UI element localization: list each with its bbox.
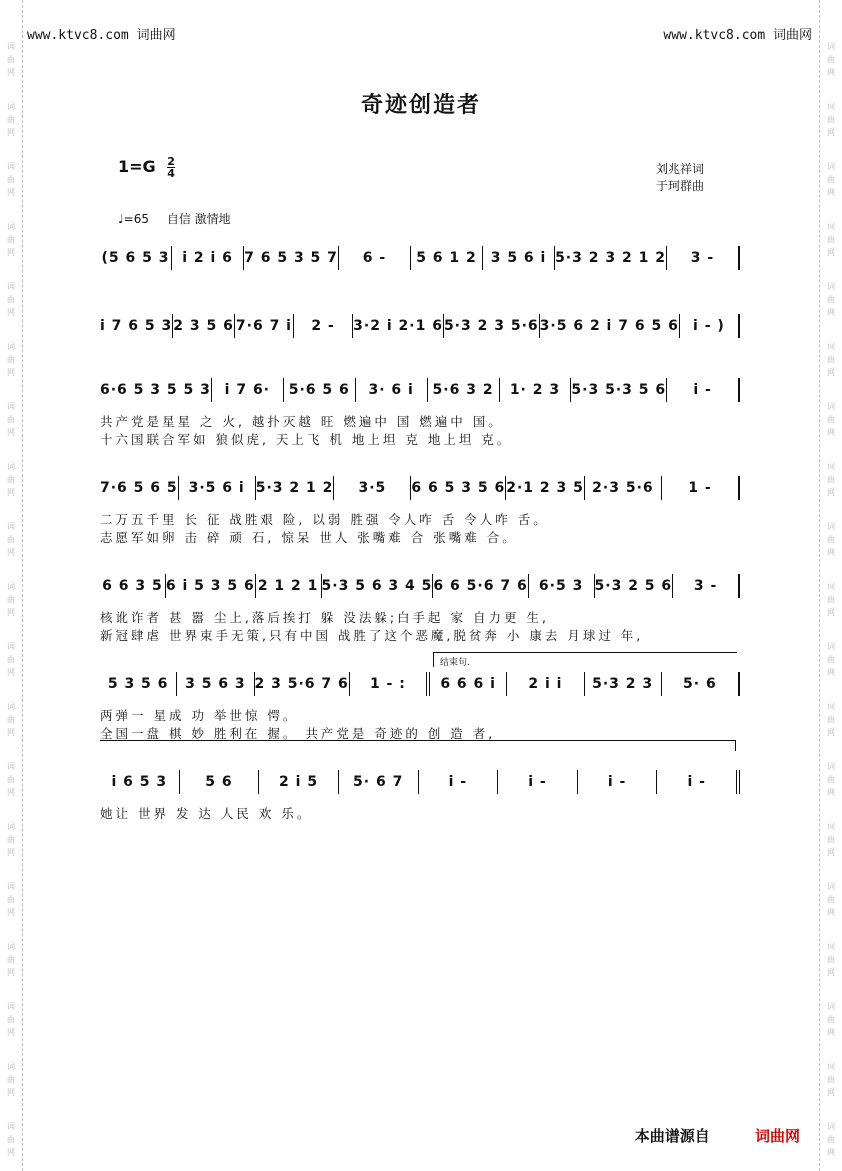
watermark-char: 网 xyxy=(7,368,15,377)
notation-line xyxy=(100,672,740,696)
watermark-char: 网 xyxy=(7,68,15,77)
watermark-char: 网 xyxy=(827,908,835,917)
watermark-char: 曲 xyxy=(7,715,15,724)
watermark-char: 词 xyxy=(827,282,835,291)
watermark-char: 曲 xyxy=(827,295,835,304)
watermark-char: 曲 xyxy=(827,175,835,184)
measure: 6 6 5·6 7 6 xyxy=(433,574,528,598)
watermark-char: 曲 xyxy=(827,595,835,604)
lyric-line: 十六国联合军如 狼似虎, 天上飞 机 地上坦 克 地上坦 克。 xyxy=(100,432,513,447)
watermark-char: 曲 xyxy=(827,1135,835,1144)
footer xyxy=(635,1125,800,1146)
watermark-char: 词 xyxy=(7,1122,15,1131)
watermark-char: 曲 xyxy=(7,1135,15,1144)
watermark-char: 曲 xyxy=(827,955,835,964)
watermark-char: 曲 xyxy=(7,115,15,124)
watermark-char: 词 xyxy=(827,1002,835,1011)
left-watermark-strip xyxy=(0,0,23,1171)
watermark-char: 词 xyxy=(827,102,835,111)
lyric-line: 志愿军如卵 击 碎 顽 石, 惊呆 世人 张嘴难 合 张嘴难 合。 xyxy=(100,530,518,545)
watermark-char: 词 xyxy=(827,882,835,891)
measure: 3·5 6 2 i 7 6 5 6 xyxy=(540,314,680,338)
measure: 5·3 2 1 2 xyxy=(256,476,335,500)
measure: 2·1 2 3 5 xyxy=(506,476,585,500)
measure: 2 3 5 6 xyxy=(173,314,235,338)
watermark-char: 网 xyxy=(7,728,15,737)
key-signature xyxy=(118,156,175,179)
watermark-char: 曲 xyxy=(827,1075,835,1084)
watermark-char: 网 xyxy=(7,128,15,137)
watermark-char: 网 xyxy=(7,548,15,557)
measure: 7·6 5 6 5 xyxy=(100,476,179,500)
watermark-char: 词 xyxy=(7,162,15,171)
measure: 6 i 5 3 5 6 xyxy=(166,574,256,598)
mood-marking: 自信 激情地 xyxy=(166,212,231,226)
song-title: 奇迹创造者 xyxy=(360,93,481,118)
measure: 6·5 3 xyxy=(529,574,595,598)
watermark-char: 曲 xyxy=(7,55,15,64)
watermark-char: 曲 xyxy=(827,355,835,364)
watermark-char: 网 xyxy=(827,968,835,977)
measure: 5· 6 7 xyxy=(339,770,419,794)
watermark-char: 词 xyxy=(7,582,15,591)
measure: 2 1 2 1 xyxy=(256,574,322,598)
watermark-char: 网 xyxy=(827,1028,835,1037)
measure: 5 6 1 2 xyxy=(411,246,483,270)
measure: 5·3 5·3 5 6 xyxy=(571,378,667,402)
watermark-char: 词 xyxy=(827,642,835,651)
watermark-char: 词 xyxy=(827,582,835,591)
watermark-char: 词 xyxy=(827,1062,835,1071)
meter-top: 2 xyxy=(167,155,175,168)
measure: 2 i i xyxy=(507,672,584,696)
watermark-char: 网 xyxy=(827,188,835,197)
watermark-char: 词 xyxy=(827,822,835,831)
watermark-char: 网 xyxy=(7,848,15,857)
measure: 5·3 2 5 6 xyxy=(595,574,674,598)
lyric-line: 全国一盘 棋 妙 胜利在 握。 共产党是 奇迹的 创 造 者, xyxy=(100,726,496,741)
watermark-char: 曲 xyxy=(7,955,15,964)
watermark-char: 曲 xyxy=(827,715,835,724)
lyric-line: 共产党是星星 之 火, 越扑灭越 旺 燃遍中 国 燃遍中 国。 xyxy=(100,414,504,429)
watermark-char: 网 xyxy=(7,1028,15,1037)
watermark-char: 曲 xyxy=(7,475,15,484)
watermark-char: 曲 xyxy=(827,655,835,664)
measure: i 7 6· xyxy=(212,378,284,402)
watermark-char: 网 xyxy=(7,488,15,497)
watermark-char: 网 xyxy=(827,608,835,617)
watermark-char: 词 xyxy=(7,342,15,351)
measure: 1 - xyxy=(662,476,740,500)
watermark-char: 曲 xyxy=(827,535,835,544)
measure: 5·3 2 3 5·6 xyxy=(444,314,540,338)
measure: 3 - xyxy=(667,246,740,270)
measure: 7 6 5 3 5 7 xyxy=(244,246,339,270)
lyric-line: 两弹一 星成 功 举世惊 愕。 xyxy=(100,708,299,723)
watermark-char: 网 xyxy=(7,1088,15,1097)
watermark-char: 词 xyxy=(7,402,15,411)
measure: 2 i 5 xyxy=(259,770,339,794)
lyric-line: 新冠肆虐 世界束手无策,只有中国 战胜了这个恶魔,脱贫奔 小 康去 月球过 年, xyxy=(100,628,644,643)
watermark-char: 词 xyxy=(7,642,15,651)
watermark-char: 曲 xyxy=(827,55,835,64)
composer: 于珂群曲 xyxy=(656,179,705,193)
lyric-line: 核讹诈者 甚 嚣 尘上,落后挨打 躲 没法躲;白手起 家 自力更 生, xyxy=(100,610,549,625)
watermark-char: 词 xyxy=(7,1062,15,1071)
measure: i 7 6 5 3 xyxy=(100,314,173,338)
watermark-char: 网 xyxy=(827,1088,835,1097)
watermark-char: 词 xyxy=(7,822,15,831)
watermark-char: 曲 xyxy=(7,355,15,364)
measure: i 2 i 6 xyxy=(172,246,244,270)
measure: i - xyxy=(657,770,740,794)
watermark-char: 曲 xyxy=(7,235,15,244)
measure: 5 3 5 6 xyxy=(100,672,177,696)
watermark-char: 曲 xyxy=(827,475,835,484)
watermark-char: 网 xyxy=(827,488,835,497)
watermark-char: 词 xyxy=(7,522,15,531)
measure: 3·5 xyxy=(334,476,411,500)
watermark-char: 网 xyxy=(7,908,15,917)
lyricist: 刘兆祥词 xyxy=(656,162,705,176)
ending-bracket xyxy=(433,652,737,667)
watermark-char: 词 xyxy=(827,462,835,471)
watermark-char: 词 xyxy=(827,522,835,531)
watermark-char: 网 xyxy=(7,308,15,317)
measure: 1 - : xyxy=(350,672,430,696)
measure: 1· 2 3 xyxy=(500,378,572,402)
watermark-char: 网 xyxy=(7,428,15,437)
watermark-char: 网 xyxy=(827,128,835,137)
key-label: 1=G xyxy=(118,157,156,176)
measure: 6 6 5 3 5 6 xyxy=(411,476,506,500)
notation-line xyxy=(100,770,740,794)
tempo-value: ♩=65 xyxy=(118,212,149,226)
watermark-char: 曲 xyxy=(7,295,15,304)
watermark-char: 词 xyxy=(827,162,835,171)
measure: i - ) xyxy=(680,314,740,338)
watermark-char: 曲 xyxy=(7,415,15,424)
watermark-char: 曲 xyxy=(827,415,835,424)
measure: 6 6 6 i xyxy=(430,672,507,696)
watermark-char: 网 xyxy=(827,1148,835,1157)
watermark-char: 词 xyxy=(827,342,835,351)
measure: 6 - xyxy=(339,246,411,270)
watermark-char: 词 xyxy=(7,702,15,711)
watermark-char: 词 xyxy=(7,222,15,231)
watermark-char: 曲 xyxy=(7,595,15,604)
measure: i 6 5 3 xyxy=(100,770,180,794)
measure: 5·3 5 6 3 4 5 xyxy=(322,574,434,598)
watermark-char: 网 xyxy=(827,428,835,437)
measure: 5·3 2 3 2 1 2 xyxy=(555,246,667,270)
watermark-char: 词 xyxy=(827,1122,835,1131)
measure: i - xyxy=(578,770,658,794)
watermark-char: 网 xyxy=(7,608,15,617)
watermark-char: 曲 xyxy=(827,1015,835,1024)
watermark-char: 网 xyxy=(827,308,835,317)
watermark-char: 曲 xyxy=(7,535,15,544)
measure: 3· 6 i xyxy=(356,378,428,402)
watermark-char: 词 xyxy=(827,402,835,411)
notation-line xyxy=(100,246,740,270)
watermark-char: 词 xyxy=(7,942,15,951)
right-watermark-strip xyxy=(819,0,842,1171)
footer-brand: 词曲网 xyxy=(754,1127,800,1145)
watermark-char: 曲 xyxy=(827,235,835,244)
measure: 2·3 5·6 xyxy=(585,476,662,500)
watermark-char: 词 xyxy=(7,1002,15,1011)
measure: i - xyxy=(498,770,578,794)
watermark-char: 词 xyxy=(827,42,835,51)
lyric-line: 她让 世界 发 达 人民 欢 乐。 xyxy=(100,806,313,821)
watermark-char: 曲 xyxy=(7,835,15,844)
watermark-char: 曲 xyxy=(7,175,15,184)
measure: 5·3 2 3 xyxy=(585,672,662,696)
measure: 2 - xyxy=(294,314,353,338)
watermark-char: 网 xyxy=(827,548,835,557)
watermark-char: 曲 xyxy=(7,1015,15,1024)
watermark-char: 网 xyxy=(7,668,15,677)
watermark-char: 词 xyxy=(7,102,15,111)
watermark-char: 曲 xyxy=(7,775,15,784)
watermark-char: 网 xyxy=(7,788,15,797)
measure: 3 - xyxy=(673,574,740,598)
watermark-char: 词 xyxy=(7,282,15,291)
watermark-char: 网 xyxy=(827,368,835,377)
watermark-char: 词 xyxy=(7,882,15,891)
watermark-char: 词 xyxy=(827,942,835,951)
measure: 5·6 5 6 xyxy=(284,378,356,402)
watermark-char: 网 xyxy=(7,188,15,197)
watermark-char: 网 xyxy=(827,788,835,797)
measure: i - xyxy=(419,770,499,794)
measure: 5·6 3 2 xyxy=(428,378,500,402)
measure: i - xyxy=(667,378,740,402)
meter-bottom: 4 xyxy=(167,167,175,180)
ending-label: 结束句. xyxy=(440,658,470,668)
watermark-char: 曲 xyxy=(7,895,15,904)
watermark-char: 曲 xyxy=(827,775,835,784)
measure: 2 3 5·6 7 6 xyxy=(255,672,350,696)
watermark-char: 网 xyxy=(7,1148,15,1157)
watermark-char: 曲 xyxy=(7,655,15,664)
watermark-char: 曲 xyxy=(827,115,835,124)
watermark-char: 网 xyxy=(827,248,835,257)
footer-source: 本曲谱源自 xyxy=(634,1127,710,1145)
site-url-left: www.ktvc8.com 词曲网 xyxy=(27,28,176,43)
watermark-char: 词 xyxy=(827,762,835,771)
watermark-char: 网 xyxy=(7,968,15,977)
notation-line xyxy=(100,378,740,402)
measure: 6 6 3 5 xyxy=(100,574,166,598)
notation-line xyxy=(100,314,740,338)
measure: 5 6 xyxy=(180,770,260,794)
lyric-line: 二万五千里 长 征 战胜艰 险, 以弱 胜强 令人咋 舌 令人咋 舌。 xyxy=(100,512,549,527)
measure: 7·6 7 i xyxy=(235,314,294,338)
measure: 5· 6 xyxy=(662,672,740,696)
measure: 3 5 6 i xyxy=(483,246,555,270)
watermark-char: 词 xyxy=(827,222,835,231)
measure: 3 5 6 3 xyxy=(177,672,254,696)
measure: 6·6 5 3 5 5 3 xyxy=(100,378,212,402)
site-url-right: www.ktvc8.com 词曲网 xyxy=(663,28,812,43)
watermark-char: 曲 xyxy=(7,1075,15,1084)
watermark-char: 网 xyxy=(827,848,835,857)
tempo-marking xyxy=(118,210,231,227)
watermark-char: 词 xyxy=(7,762,15,771)
watermark-char: 词 xyxy=(827,702,835,711)
notation-line xyxy=(100,476,740,500)
watermark-char: 网 xyxy=(827,68,835,77)
measure: 3·2 i 2·1 6 xyxy=(353,314,444,338)
watermark-char: 词 xyxy=(7,42,15,51)
notation-line xyxy=(100,574,740,598)
watermark-char: 曲 xyxy=(827,835,835,844)
credits xyxy=(656,161,704,195)
watermark-char: 词 xyxy=(7,462,15,471)
time-signature xyxy=(167,156,175,179)
measure: (5 6 5 3 xyxy=(100,246,172,270)
measure: 3·5 6 i xyxy=(179,476,256,500)
watermark-char: 网 xyxy=(827,728,835,737)
watermark-char: 网 xyxy=(827,668,835,677)
watermark-char: 曲 xyxy=(827,895,835,904)
watermark-char: 网 xyxy=(7,248,15,257)
